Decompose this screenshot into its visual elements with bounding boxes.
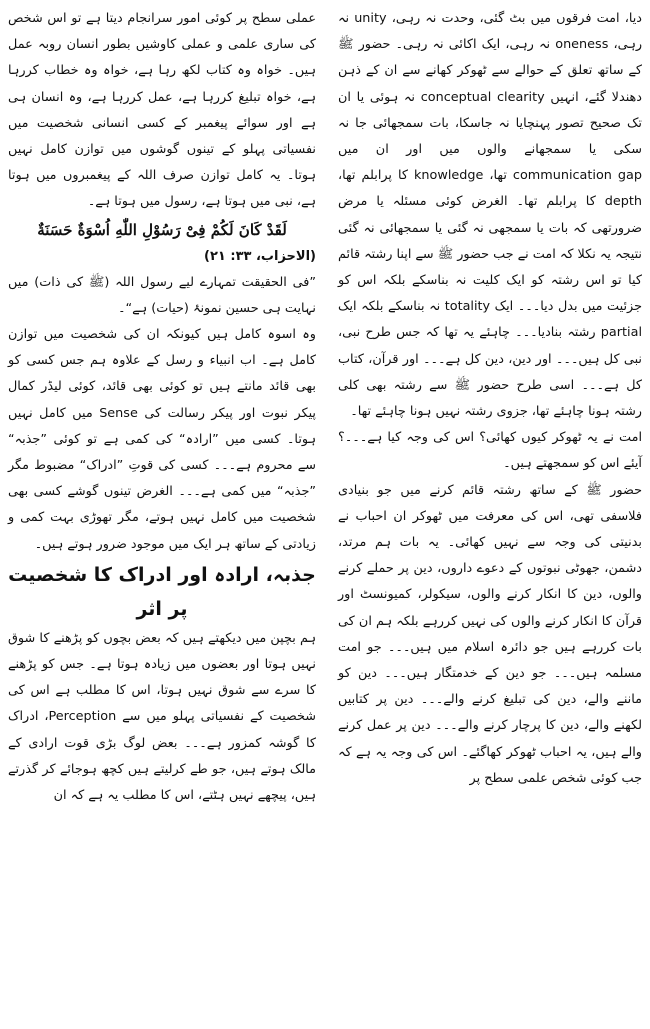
paragraph: امت نے یہ ٹھوکر کیوں کھائی؟ اس کی وجہ کیا ہے۔۔۔؟ آیئے اس کو سمجھتے ہیں۔ xyxy=(338,430,642,472)
quran-verse: لَقَدْ كَانَ لَكُمْ فِیْ رَسُوْلِ اللّٰهِ اُسْوَةٌ حَسَنَةٌ xyxy=(37,220,287,239)
paragraph: ہم بچپن میں دیکھتے ہیں کہ بعض بچوں کو پڑھنے کا شوق نہیں ہوتا اور بعضوں میں زیادہ ہوتا ہے۔ جس کو پڑھنے کا سرے سے شوق نہیں ہوتا، اس کا مطلب ہے اس کی شخصیت کے نفسیاتی پہلو میں سے Perception، ادراک کا گوشہ کمزور ہے۔۔۔ بعض لوگ بڑی قوت ارادی کے مالک ہوتے ہیں، جو طے کرلیتے ہیں کچھ ہوجائے کر گذرتے ہیں، پیچھے نہیں ہٹتے، اس کا مطلب یہ ہے کہ ان xyxy=(8,630,317,804)
paragraph: وہ اسوہ کامل ہیں کیونکہ ان کی شخصیت میں توازن کامل ہے۔ اب انبیاء و رسل کے علاوہ ہم جس کسی کو بھی قائد مانتے ہیں تو کوئی بھی قائد، کوئی لیڈر کمال پیکر نبوت اور پیکر رسالت کی Sense میں کامل نہیں ہوتا۔ کسی میں ”ارادہ“ کی کمی ہے تو کوئی ”جذبہ“ سے محروم ہے۔۔۔ کسی کی قوتِ ”ادراک“ مضبوط مگر ”جذبہ“ میں کمی ہے۔۔۔ الغرض تینوں گوشے کسی بھی شخصیت میں کامل نہیں ہوتے، مگر تھوڑی بہت کمی و زیادتی کے ساتھ ہر ایک میں موجود ضرور ہوتے ہیں۔ xyxy=(8,327,316,552)
section-heading: جذبہ، ارادہ اور ادراک کا شخصیت پر اثر xyxy=(8,563,316,620)
left-column xyxy=(8,6,316,809)
paragraph: حضور ﷺ کے ساتھ رشتہ قائم کرنے میں جو بنیادی فلاسفی تھی، اس کی معرفت میں ٹھوکر ان احباب نے بدنیتی کی وجہ سے نہیں کھائی۔ یہ بات ہم مرتد، دشمن، جھوٹی نبوتوں کے دعوے داروں، دین پر حملے کرنے والوں، دین کا انکار کرنے والوں، سیکولر، کمیونسٹ اور قرآن کا انکار کرنے والوں کی نہیں کررہے بلکہ ہم ان کی بات کررہے ہیں جو دائرہ اسلام میں ہیں۔۔۔ جو امت مسلمہ ہیں۔۔۔ جو دین کے خدمتگار ہیں۔۔۔ دین کو ماننے والے، دین کی تبلیغ کرنے والے۔۔۔ دین پر کتابیں لکھنے والے، دین کا پرچار کرنے والے۔۔۔ دین پر عمل کرنے والے ہیں، یہ احباب ٹھوکر کھاگئے۔ اس کی وجہ یہ ہے کہ جب کوئی شخص علمی سطح پر xyxy=(338,482,642,786)
verse-reference: (الاحزاب، ۳۳: ۲۱) xyxy=(204,248,316,264)
verse-translation: ”فی الحقیقت تمہارے لیے رسول اللہ (ﷺ کی ذات) میں نہایت ہی حسین نمونۂ (حیات) ہے“۔ xyxy=(8,274,316,316)
paragraph: عملی سطح پر کوئی امور سرانجام دیتا ہے تو اس شخص کی ساری علمی و عملی کاوشیں بطور انسان روبہ عمل ہیں۔ خواہ وہ کتاب لکھ رہا ہے، خواہ وہ خطاب کررہا ہے، خواہ تبلیغ کررہا ہے، عمل کررہا ہے، وہ انسان ہی ہے اور سوائے پیغمبر کے کسی انسانی شخصیت میں نفسیاتی پہلو کے تینوں گوشوں میں توازن کامل نہیں ہوتا۔ یہ کامل توازن صرف اللہ کے پیغمبروں میں ہوتا ہے، نبی میں ہوتا ہے، رسول میں ہوتا ہے۔ xyxy=(8,11,316,210)
paragraph: دیا، امت فرقوں میں بٹ گئی، وحدت نہ رہی، unity نہ رہی، oneness نہ رہی، ایک اکائی نہ رہی۔ حضور ﷺ کے ساتھ تعلق کے حوالے سے ٹھوکر کھانے سے ان کے ذہن دھندلا گئے، انہیں conceptual clearity نہ ہوئی یا ان تک صحیح تصور پہنچایا نہ جاسکا، بات سمجھائی جا نہ سکی یا سمجھانے والوں میں اور ان میں communication gap تھا، knowledge کا پرابلم تھا، depth کا پرابلم تھا۔ الغرض کوئی مسئلہ یا مرض ضرورتھی کہ بات یا سمجھی نہ گئی یا سمجھائی نہ گئی نتیجہ یہ نکلا کہ امت نے جب حضور ﷺ سے اپنا رشتہ قائم کیا تو اس رشتہ کو ایک کلیت نہ بناسکے بلکہ اس کو جزئیت میں بدل دیا۔۔۔ ایک totality نہ بناسکے بلکہ ایک partial رشتہ بنادیا۔۔۔ چاہئے یہ تھا کہ جس طرح نبی، نبی کل ہیں۔۔۔ اور دین، دین کل ہے۔۔۔ اور قرآن، کتاب کل ہے۔۔۔ اسی طرح حضور ﷺ سے رشتہ بھی کلی رشتہ ہونا چاہئے تھا، جزوی رشتہ نہیں ہونا چاہئے تھا۔ xyxy=(338,11,642,420)
right-column xyxy=(338,6,642,792)
